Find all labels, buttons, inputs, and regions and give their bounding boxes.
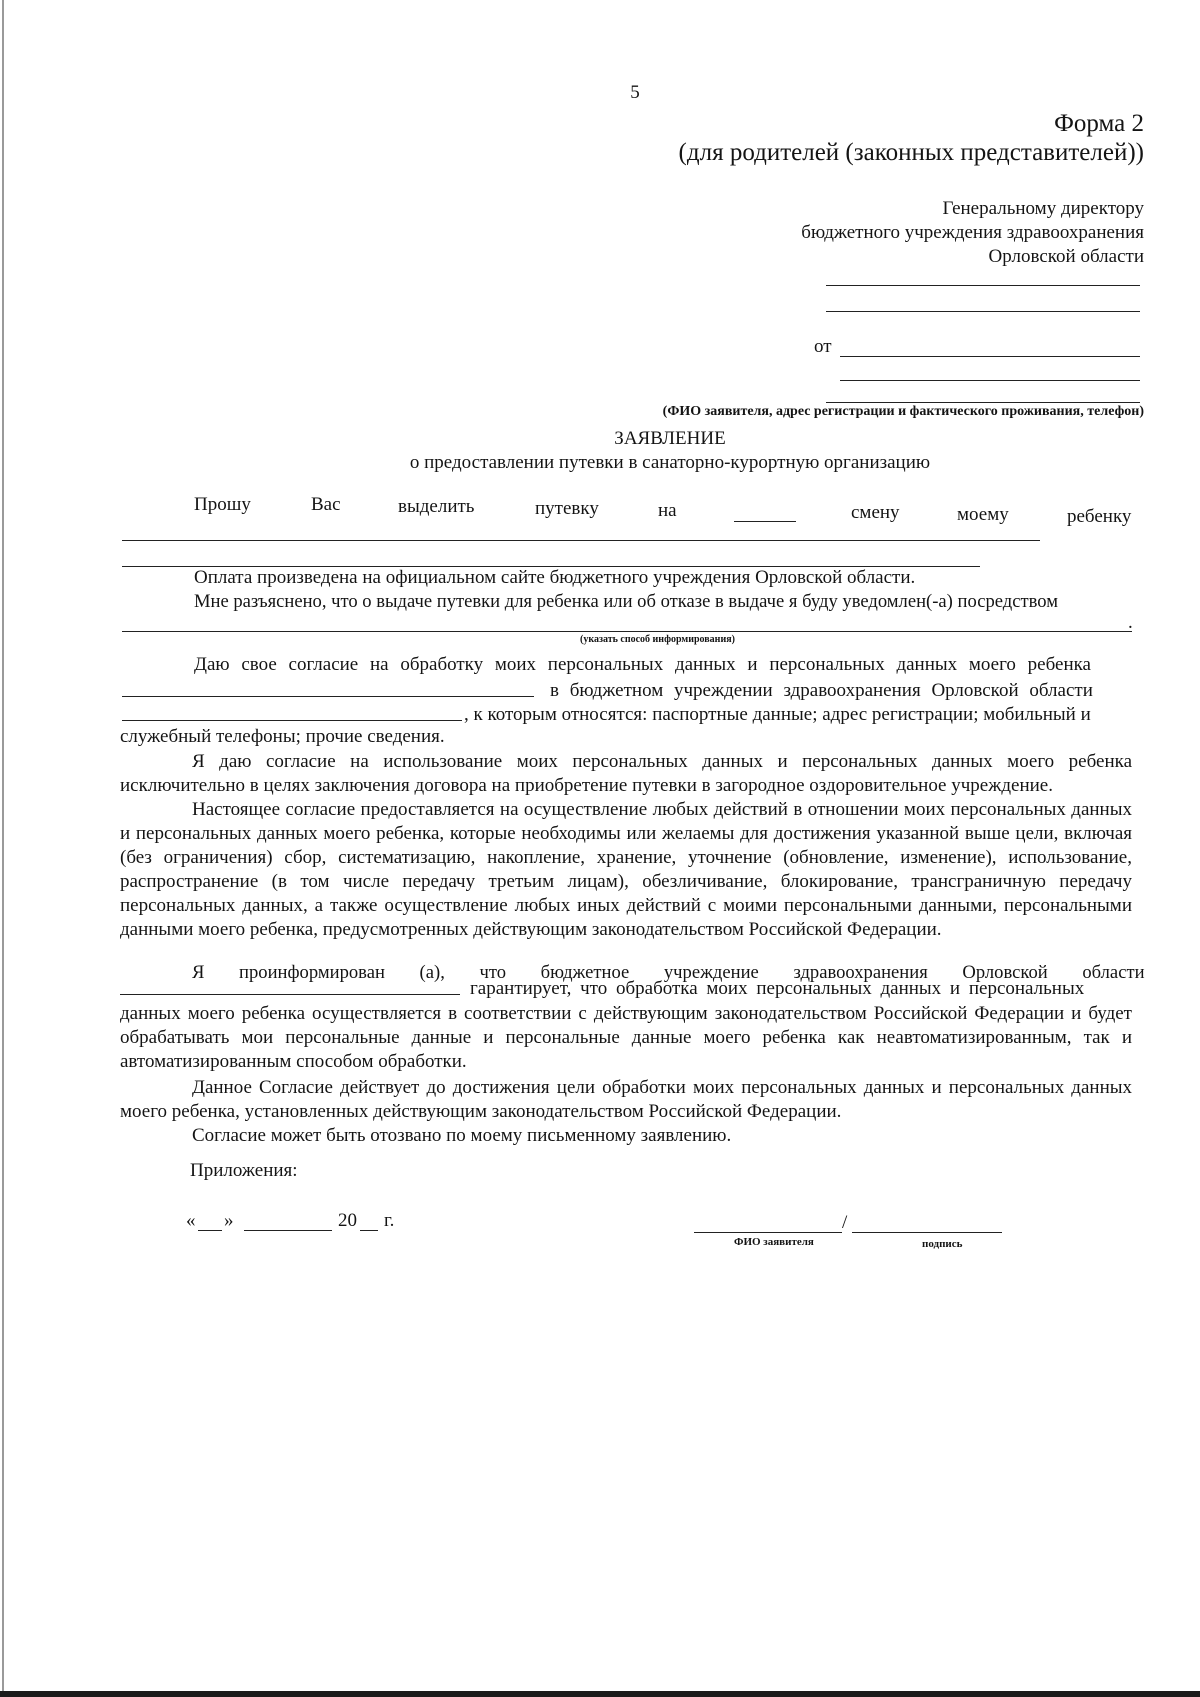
applicant-field[interactable] — [840, 356, 1140, 357]
notify-text: Мне разъяснено, что о выдаче путевки для ребенка или об отказе в выдаче я буду уведомлен(-а) посредством — [194, 591, 1058, 612]
paragraph: Настоящее согласие предоставляется на осуществление любых действий в отношении моих персональных данных и персональных данных моего ребенка, которые необходимы или желаемы для достижения указанной выше цели, включая (без ограничения) сбор, систематизацию, накопление, хранение, уточнение (обновление, изменение), использование, распространение (в том числе передачу третьим лицам), обезличивание, блокирование, трансграничную передачу персональных данных, а также осуществление любых иных действий с моими персональными данными, персональными данными моего ребенка, предусмотренных действующим законодательством Российской Федерации. — [120, 799, 1132, 940]
institution-field[interactable] — [122, 720, 462, 721]
addressee-line: Орловской области — [988, 246, 1144, 267]
addressee-line: Генеральному директору — [942, 198, 1144, 219]
signature-separator: / — [842, 1212, 848, 1233]
shift-number-field[interactable] — [734, 521, 796, 522]
date-month-field[interactable] — [244, 1230, 332, 1231]
paragraph: Данное Согласие действует до достижения цели обработки моих персональных данных и персональных данных моего ребенка, установленных действующим законодательством Российской Федерации. — [120, 1077, 1132, 1122]
page-number: 5 — [630, 82, 640, 103]
notify-method-field[interactable] — [122, 631, 1132, 632]
paragraph: Согласие может быть отозвано по моему письменному заявлению. — [192, 1125, 732, 1146]
request-word: на — [658, 500, 677, 521]
paragraph: данных моего ребенка осуществляется в соответствии с действующим законодательством Российской Федерации и будет обрабатывать мои персональные данные и персональные данные моего ребенка как неавтоматизированным, так и автоматизированным способом обработки. — [120, 1003, 1132, 1072]
signature-field[interactable] — [852, 1232, 1002, 1233]
date-year-suffix: г. — [384, 1210, 395, 1231]
scan-edge-left — [2, 0, 4, 1697]
child-fio-field[interactable] — [122, 696, 534, 697]
signature-fio-field[interactable] — [694, 1232, 842, 1233]
request-word: путевку — [535, 498, 599, 519]
addressee-name-field[interactable] — [826, 285, 1140, 286]
date-open-quote: « — [186, 1210, 196, 1231]
payment-text: Оплата произведена на официальном сайте бюджетного учреждения Орловской области. — [194, 567, 916, 588]
date-close-quote: » — [224, 1210, 234, 1231]
date-year-prefix: 20 — [338, 1210, 357, 1231]
document-title: ЗАЯВЛЕНИЕ — [614, 428, 726, 449]
applicant-note: (ФИО заявителя, адрес регистрации и фактического проживания, телефон) — [662, 404, 1144, 419]
child-name-field[interactable] — [122, 540, 1040, 541]
scan-edge-bottom — [0, 1691, 1200, 1697]
request-word: моему — [957, 504, 1009, 525]
attachments-label: Приложения: — [190, 1160, 298, 1181]
addressee-block — [801, 197, 1144, 269]
request-word: ребенку — [1067, 506, 1132, 527]
addressee-name-field[interactable] — [826, 311, 1140, 312]
consent-text: , к которым относятся: паспортные данные; адрес регистрации; мобильный и — [464, 704, 1091, 725]
informed-text: гарантирует, что обработка моих персональных данных и персональных — [470, 978, 1085, 999]
request-word: смену — [851, 502, 900, 523]
informed-rest — [120, 1002, 1132, 1074]
addressee-line: бюджетного учреждения здравоохранения — [801, 222, 1144, 243]
consent-paragraphs — [120, 750, 1132, 942]
request-word: выделить — [398, 496, 475, 517]
date-day-field[interactable] — [198, 1230, 222, 1231]
applicant-field[interactable] — [840, 380, 1140, 381]
from-label: от — [814, 336, 832, 357]
applicant-field[interactable] — [826, 402, 1140, 403]
request-word: Вас — [311, 494, 341, 515]
form-title: Форма 2 — [1054, 110, 1144, 137]
signature-fio-label: ФИО заявителя — [734, 1236, 814, 1248]
date-year-field[interactable] — [360, 1230, 378, 1231]
consent-text: служебный телефоны; прочие сведения. — [120, 726, 445, 747]
informed-text: Я проинформирован (а), что бюджетное учреждение здравоохранения Орловской области — [192, 962, 1145, 983]
consent-text: Даю свое согласие на обработку моих персональных данных и персональных данных моего ребенка — [194, 654, 1091, 675]
form-subtitle: (для родителей (законных представителей)) — [678, 139, 1144, 166]
validity-paragraph — [120, 1076, 1132, 1148]
paragraph: Я даю согласие на использование моих персональных данных и персональных данных моего ребенка исключительно в целях заключения договора на приобретение путевки в загородное оздоровительное учреждение. — [120, 751, 1132, 796]
notify-period: . — [1128, 612, 1133, 633]
request-word: Прошу — [194, 494, 251, 515]
document-subtitle: о предоставлении путевки в санаторно-курортную организацию — [409, 452, 931, 473]
signature-sign-label: подпись — [922, 1238, 963, 1250]
notify-method-note: (указать способ информирования) — [580, 634, 735, 645]
consent-text: в бюджетном учреждении здравоохранения Орловской области — [550, 680, 1093, 701]
institution-field[interactable] — [120, 994, 460, 995]
